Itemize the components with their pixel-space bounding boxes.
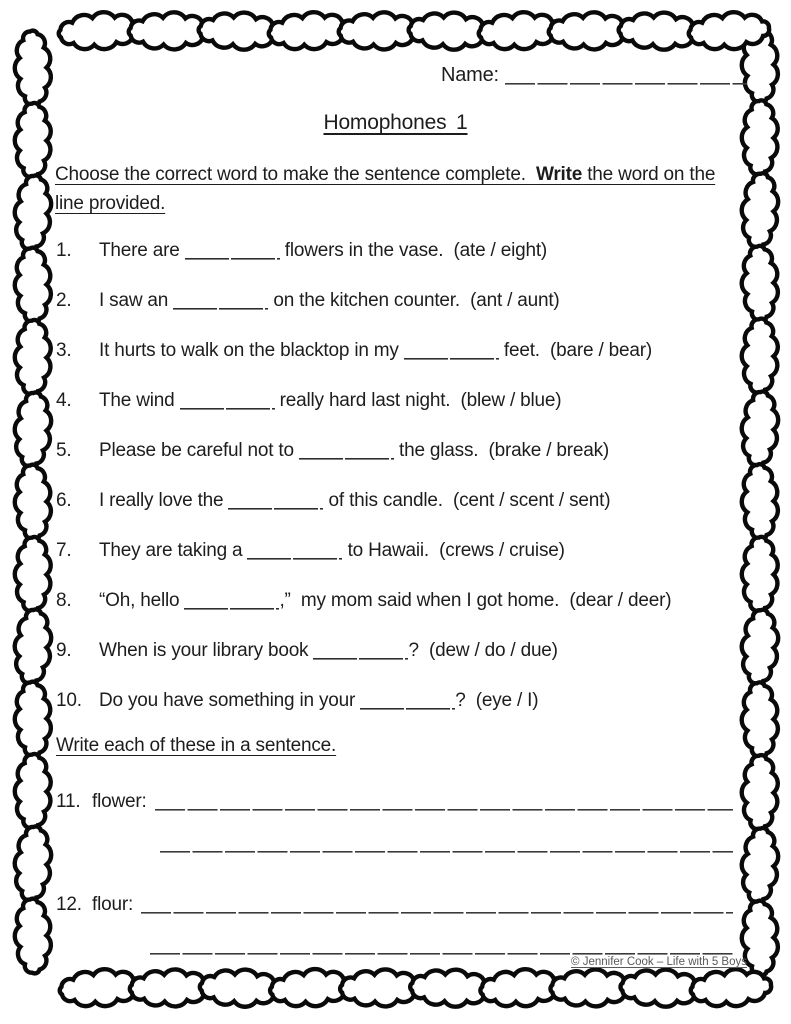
question-number: 9. [56, 640, 72, 661]
question-text: They are taking a [99, 540, 248, 561]
instructions [55, 160, 715, 218]
answer-blank[interactable] [360, 694, 455, 710]
question-row-1 [56, 239, 771, 289]
worksheet-title: Homophones 1 [323, 111, 468, 134]
word-choices: (eye / I) [475, 690, 539, 711]
question-text: of this candle. [323, 490, 453, 511]
question-text: really hard last night. [274, 390, 461, 411]
section2-heading: Write each of these in a sentence. [56, 735, 337, 756]
item-word: flour: [92, 894, 134, 915]
question-number: 6. [56, 490, 72, 511]
word-choices: (dear / deer) [569, 590, 672, 611]
question-text: Please be careful not to [99, 440, 299, 461]
question-number: 2. [56, 290, 72, 311]
item-number: 12. [56, 894, 82, 915]
question-text: When is your library book [99, 640, 314, 661]
question-text: I really love the [99, 490, 229, 511]
answer-blank[interactable] [313, 644, 408, 660]
question-number: 3. [56, 340, 72, 361]
sentence-writing-line[interactable] [155, 809, 733, 811]
question-text: I saw an [99, 290, 174, 311]
question-text: It hurts to walk on the blacktop in my [99, 340, 404, 361]
word-choices: (brake / break) [488, 440, 610, 461]
question-row-7 [56, 539, 771, 589]
answer-blank[interactable] [247, 544, 342, 560]
question-number: 7. [56, 540, 72, 561]
question-text: feet. [498, 340, 551, 361]
answer-blank[interactable] [173, 294, 268, 310]
question-row-5 [56, 439, 771, 489]
word-choices: (bare / bear) [550, 340, 652, 361]
question-row-4 [56, 389, 771, 439]
sentence-item-12 [56, 894, 733, 916]
question-number: 8. [56, 590, 72, 611]
question-text: to Hawaii. [342, 540, 440, 561]
word-choices: (cent / scent / sent) [452, 490, 611, 511]
question-text: flowers in the vase. [279, 240, 454, 261]
question-list [56, 239, 771, 739]
question-text: on the kitchen counter. [268, 290, 471, 311]
name-input-line[interactable] [505, 67, 747, 85]
instructions-bold-word: Write [535, 164, 583, 185]
word-choices: (blew / blue) [460, 390, 562, 411]
question-text: There are [99, 240, 185, 261]
question-row-6 [56, 489, 771, 539]
question-text: Do you have something in your [99, 690, 361, 711]
question-row-2 [56, 289, 771, 339]
question-text: the glass. [393, 440, 489, 461]
sentence-writing-line[interactable] [141, 912, 733, 914]
question-text: The wind [99, 390, 180, 411]
name-label: Name: [441, 64, 499, 86]
question-row-9 [56, 639, 771, 689]
item-word: flower: [92, 791, 147, 812]
answer-blank[interactable] [184, 594, 279, 610]
question-text: “Oh, hello [99, 590, 185, 611]
word-choices: (crews / cruise) [439, 540, 565, 561]
answer-blank[interactable] [228, 494, 323, 510]
instructions-text: the word on the [582, 164, 716, 185]
instructions-text: Choose the correct word to make the sentence complete. [55, 164, 536, 185]
question-row-10 [56, 689, 771, 739]
copyright-credit: © Jennifer Cook – Life with 5 Boys [571, 956, 747, 968]
answer-blank[interactable] [299, 444, 394, 460]
name-row [441, 64, 747, 87]
sentence-item-11 [56, 791, 733, 813]
answer-blank[interactable] [185, 244, 280, 260]
word-choices: (dew / do / due) [428, 640, 558, 661]
answer-blank[interactable] [404, 344, 499, 360]
answer-blank[interactable] [180, 394, 275, 410]
item-number: 11. [56, 791, 81, 812]
question-row-3 [56, 339, 771, 389]
word-choices: (ate / eight) [453, 240, 548, 261]
question-text: ? [455, 690, 476, 711]
word-choices: (ant / aunt) [470, 290, 560, 311]
question-number: 10. [56, 690, 82, 711]
instructions-line1 [55, 160, 715, 189]
question-row-8 [56, 589, 771, 639]
question-number: 1. [56, 240, 72, 261]
question-number: 4. [56, 390, 72, 411]
question-text: ? [408, 640, 429, 661]
sentence-writing-line[interactable] [160, 851, 733, 853]
instructions-line2: line provided. [55, 193, 166, 214]
sentence-writing-line[interactable] [150, 953, 733, 955]
question-number: 5. [56, 440, 72, 461]
question-text: ,” my mom said when I got home. [279, 590, 570, 611]
